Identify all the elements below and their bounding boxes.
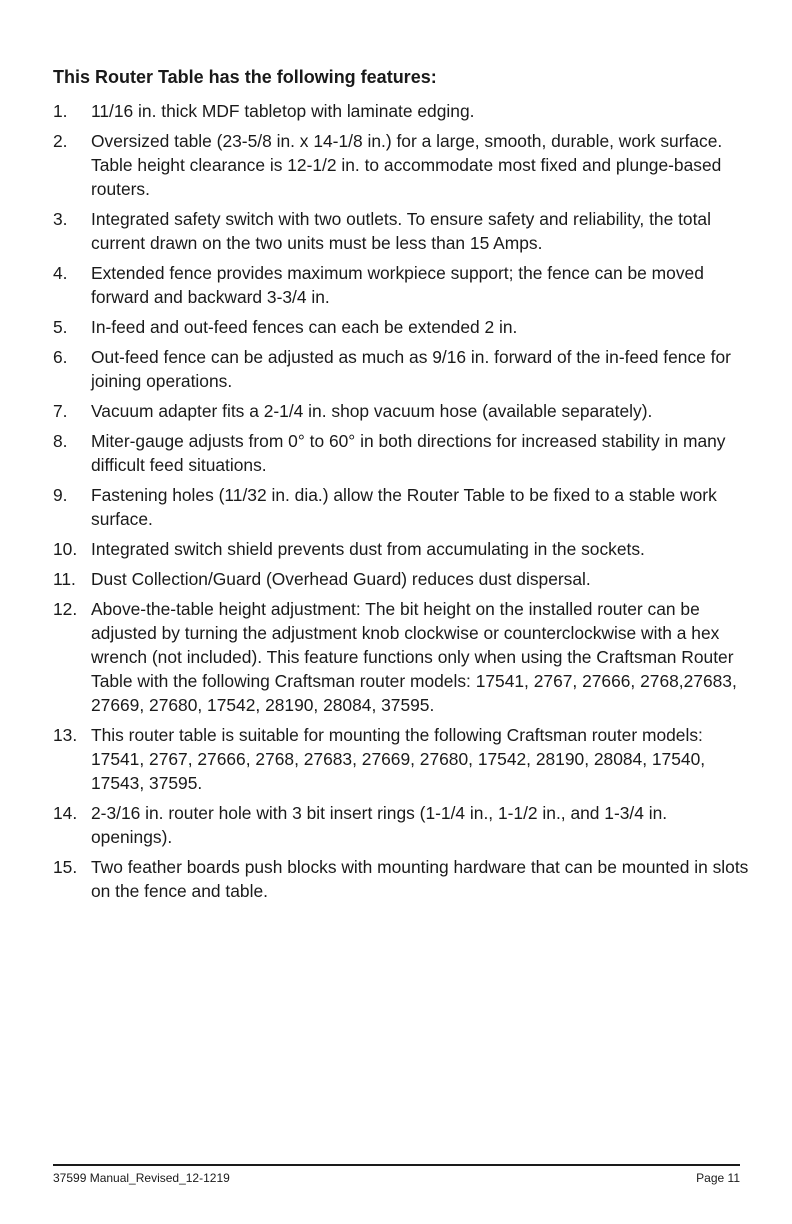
feature-number: 9. [53,485,68,505]
feature-item [53,207,753,255]
feature-number: 3. [53,209,68,229]
feature-text: Integrated safety switch with two outlets. To ensure safety and reliability, the total current drawn on the two units must be less than 15 Amps. [91,209,711,253]
feature-item [53,801,753,849]
feature-item [53,99,753,123]
feature-number: 10. [53,539,78,559]
feature-item [53,855,753,903]
feature-text: Extended fence provides maximum workpiece support; the fence can be moved forward and backward 3-3/4 in. [91,263,704,307]
feature-item [53,567,753,591]
feature-number: 15. [53,857,78,877]
footer-document-id: 37599 Manual_Revised_12-1219 [53,1171,230,1185]
feature-text: Integrated switch shield prevents dust from accumulating in the sockets. [91,539,645,559]
feature-text: 2-3/16 in. router hole with 3 bit insert rings (1-1/4 in., 1-1/2 in., and 1-3/4 in. openings). [91,803,668,847]
feature-text: In-feed and out-feed fences can each be extended 2 in. [91,317,518,337]
feature-text: Out-feed fence can be adjusted as much as 9/16 in. forward of the in-feed fence for joining operations. [91,347,731,391]
feature-item [53,129,753,201]
feature-text: Above-the-table height adjustment: The bit height on the installed router can be adjusted by turning the adjustment knob clockwise or counterclockwise with a hex wrench (not included). This feature functions only when using the Craftsman Router Table with the following Craftsman router models: 17541, 2767, 27666, 2768,27683, 27669, 27680, 17542, 28190, 28084, 37595. [91,599,737,715]
feature-item [53,345,753,393]
feature-item [53,399,753,423]
feature-number: 8. [53,431,68,451]
feature-number: 12. [53,599,78,619]
feature-text: Two feather boards push blocks with mounting hardware that can be mounted in slots on the fence and table. [91,857,749,901]
feature-item [53,483,753,531]
feature-item [53,723,753,795]
feature-text: Vacuum adapter fits a 2-1/4 in. shop vacuum hose (available separately). [91,401,653,421]
feature-number: 1. [53,101,68,121]
feature-text: Oversized table (23-5/8 in. x 14-1/8 in.) for a large, smooth, durable, work surface. Table height clearance is 12-1/2 in. to accommodate most fixed and plunge-based routers. [91,131,723,199]
feature-text: Fastening holes (11/32 in. dia.) allow the Router Table to be fixed to a stable work surface. [91,485,717,529]
feature-number: 5. [53,317,68,337]
feature-number: 2. [53,131,68,151]
feature-text: 11/16 in. thick MDF tabletop with laminate edging. [91,101,475,121]
feature-list [53,99,753,909]
feature-number: 13. [53,725,78,745]
feature-item [53,429,753,477]
section-heading: This Router Table has the following features: [53,67,437,87]
feature-item [53,261,753,309]
footer-page-number: Page 11 [696,1171,740,1185]
feature-number: 4. [53,263,68,283]
feature-number: 11. [53,569,76,589]
feature-text: Dust Collection/Guard (Overhead Guard) reduces dust dispersal. [91,569,591,589]
feature-item [53,315,753,339]
feature-number: 7. [53,401,68,421]
feature-item [53,537,753,561]
footer-divider [53,1164,740,1166]
feature-text: Miter-gauge adjusts from 0° to 60° in both directions for increased stability in many difficult feed situations. [91,431,726,475]
feature-number: 14. [53,803,78,823]
feature-text: This router table is suitable for mounting the following Craftsman router models: 17541, 2767, 27666, 2768, 27683, 27669, 27680, 17542, 28190, 28084, 17540, 17543, 37595. [91,725,706,793]
feature-item [53,597,753,717]
feature-number: 6. [53,347,68,367]
